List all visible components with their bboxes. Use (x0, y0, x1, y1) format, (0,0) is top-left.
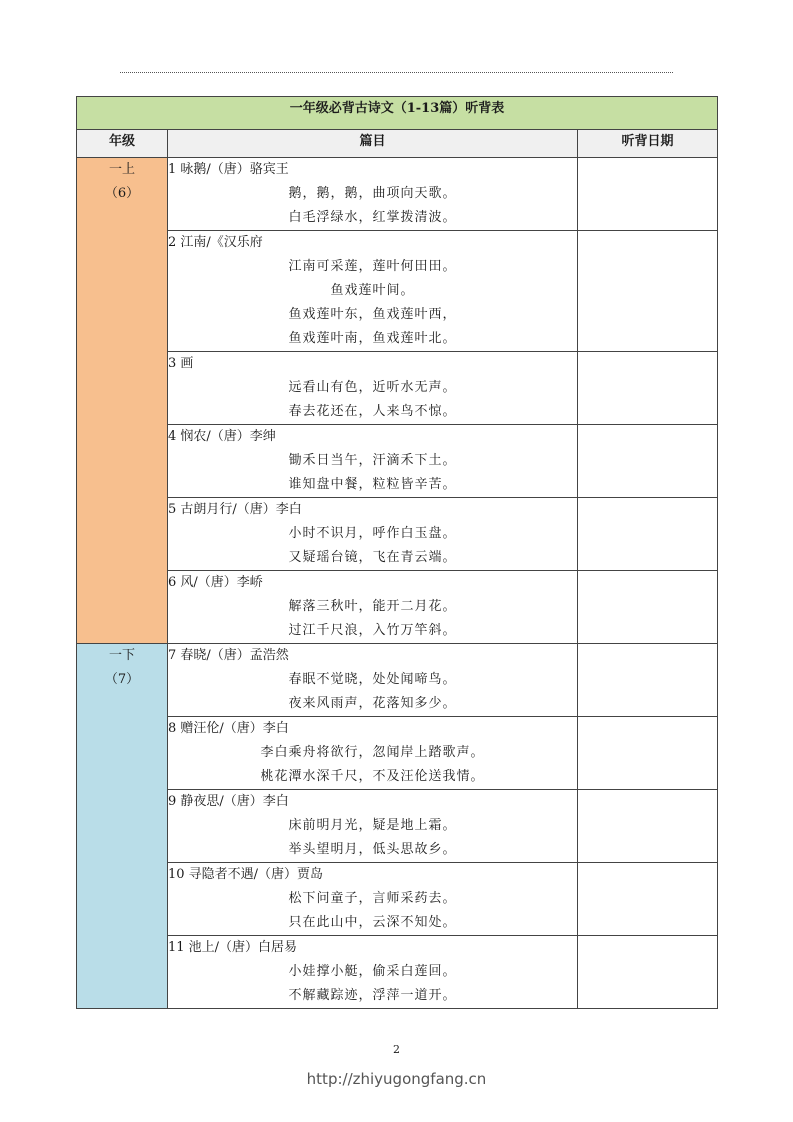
date-cell[interactable] (578, 498, 718, 571)
header-grade: 年级 (77, 130, 168, 158)
poem-line: 小时不识月，呼作白玉盘。 (288, 526, 457, 541)
grade-cell-semester-2 (77, 644, 168, 1009)
grade-count: （6） (104, 186, 140, 201)
table-title-row (77, 97, 718, 130)
table-row (77, 863, 718, 936)
poem-line: 谁知盘中餐，粒粒皆辛苦。 (288, 477, 457, 492)
footer-url: http://zhiyugongfang.cn (306, 1070, 487, 1088)
poem-line: 解落三秋叶，能开二月花。 (288, 599, 457, 614)
page-number: 2 (393, 1043, 400, 1056)
date-cell[interactable] (578, 936, 718, 1009)
poem-line: 只在此山中，云深不知处。 (288, 915, 457, 930)
poem-cell (168, 863, 578, 936)
poem-cell (168, 571, 578, 644)
poem-cell (168, 231, 578, 352)
header-date: 听背日期 (578, 130, 718, 158)
table-row (77, 158, 718, 231)
date-cell[interactable] (578, 425, 718, 498)
poem-cell (168, 498, 578, 571)
grade-cell-semester-1 (77, 158, 168, 644)
table-row (77, 571, 718, 644)
poem-title: 8 赠汪伦/（唐）李白 (168, 721, 289, 736)
grade-label: 一下 (108, 648, 135, 663)
poem-title: 4 悯农/（唐）李绅 (168, 429, 276, 444)
poem-line: 夜来风雨声，花落知多少。 (288, 696, 457, 711)
grade-label: 一上 (108, 162, 135, 177)
poem-line: 举头望明月，低头思故乡。 (288, 842, 457, 857)
poem-title: 5 古朗月行/（唐）李白 (168, 502, 302, 517)
poem-line: 锄禾日当午，汗滴禾下土。 (288, 453, 457, 468)
poem-cell (168, 158, 578, 231)
table-title: 一年级必背古诗文（1-13篇）听背表 (77, 97, 718, 130)
poem-line: 远看山有色，近听水无声。 (288, 380, 457, 395)
poem-line: 不解藏踪迹，浮萍一道开。 (288, 988, 457, 1003)
poem-line: 白毛浮绿水，红掌拨清波。 (288, 210, 457, 225)
poem-checklist-table (76, 96, 718, 1009)
header-row (77, 130, 718, 158)
header-poem: 篇目 (168, 130, 578, 158)
poem-cell (168, 425, 578, 498)
table-row (77, 717, 718, 790)
date-cell[interactable] (578, 158, 718, 231)
poem-title: 11 池上/（唐）白居易 (168, 940, 298, 955)
date-cell[interactable] (578, 352, 718, 425)
poem-line: 又疑瑶台镜，飞在青云端。 (288, 550, 457, 565)
poem-cell (168, 644, 578, 717)
poem-title: 10 寻隐者不遇/（唐）贾岛 (168, 867, 324, 882)
date-cell[interactable] (578, 644, 718, 717)
poem-line: 过江千尺浪，入竹万竿斜。 (288, 623, 457, 638)
date-cell[interactable] (578, 863, 718, 936)
date-cell[interactable] (578, 790, 718, 863)
poem-title: 2 江南/《汉乐府 (168, 235, 263, 250)
poem-line: 江南可采莲，莲叶何田田。 (288, 259, 457, 274)
poem-title: 1 咏鹅/（唐）骆宾王 (168, 162, 289, 177)
poem-line: 鱼戏莲叶间。 (330, 283, 415, 298)
top-dotted-rule (120, 72, 673, 73)
poem-line: 春眠不觉晓，处处闻啼鸟。 (288, 672, 457, 687)
table-row (77, 352, 718, 425)
table-row (77, 425, 718, 498)
poem-line: 鱼戏莲叶南，鱼戏莲叶北。 (288, 331, 457, 346)
date-cell[interactable] (578, 717, 718, 790)
poem-cell (168, 936, 578, 1009)
poem-line: 松下问童子，言师采药去。 (288, 891, 457, 906)
grade-count: （7） (104, 672, 140, 687)
poem-cell (168, 790, 578, 863)
poem-title: 9 静夜思/（唐）李白 (168, 794, 289, 809)
date-cell[interactable] (578, 571, 718, 644)
poem-line: 床前明月光，疑是地上霜。 (288, 818, 457, 833)
poem-title: 3 画 (168, 356, 194, 371)
poem-title: 7 春晓/（唐）孟浩然 (168, 648, 289, 663)
poem-title: 6 风/（唐）李峤 (168, 575, 263, 590)
poem-line: 春去花还在，人来鸟不惊。 (288, 404, 457, 419)
poem-line: 鹅，鹅，鹅，曲项向天歌。 (288, 186, 457, 201)
poem-line: 小娃撑小艇，偷采白莲回。 (288, 964, 457, 979)
table-row (77, 936, 718, 1009)
poem-cell (168, 717, 578, 790)
poem-line: 鱼戏莲叶东，鱼戏莲叶西， (288, 307, 457, 322)
table-row (77, 498, 718, 571)
table-row (77, 231, 718, 352)
table-row (77, 790, 718, 863)
poem-cell (168, 352, 578, 425)
poem-line: 李白乘舟将欲行，忽闻岸上踏歌声。 (260, 745, 485, 760)
poem-line: 桃花潭水深千尺，不及汪伦送我情。 (260, 769, 485, 784)
date-cell[interactable] (578, 231, 718, 352)
table-row (77, 644, 718, 717)
